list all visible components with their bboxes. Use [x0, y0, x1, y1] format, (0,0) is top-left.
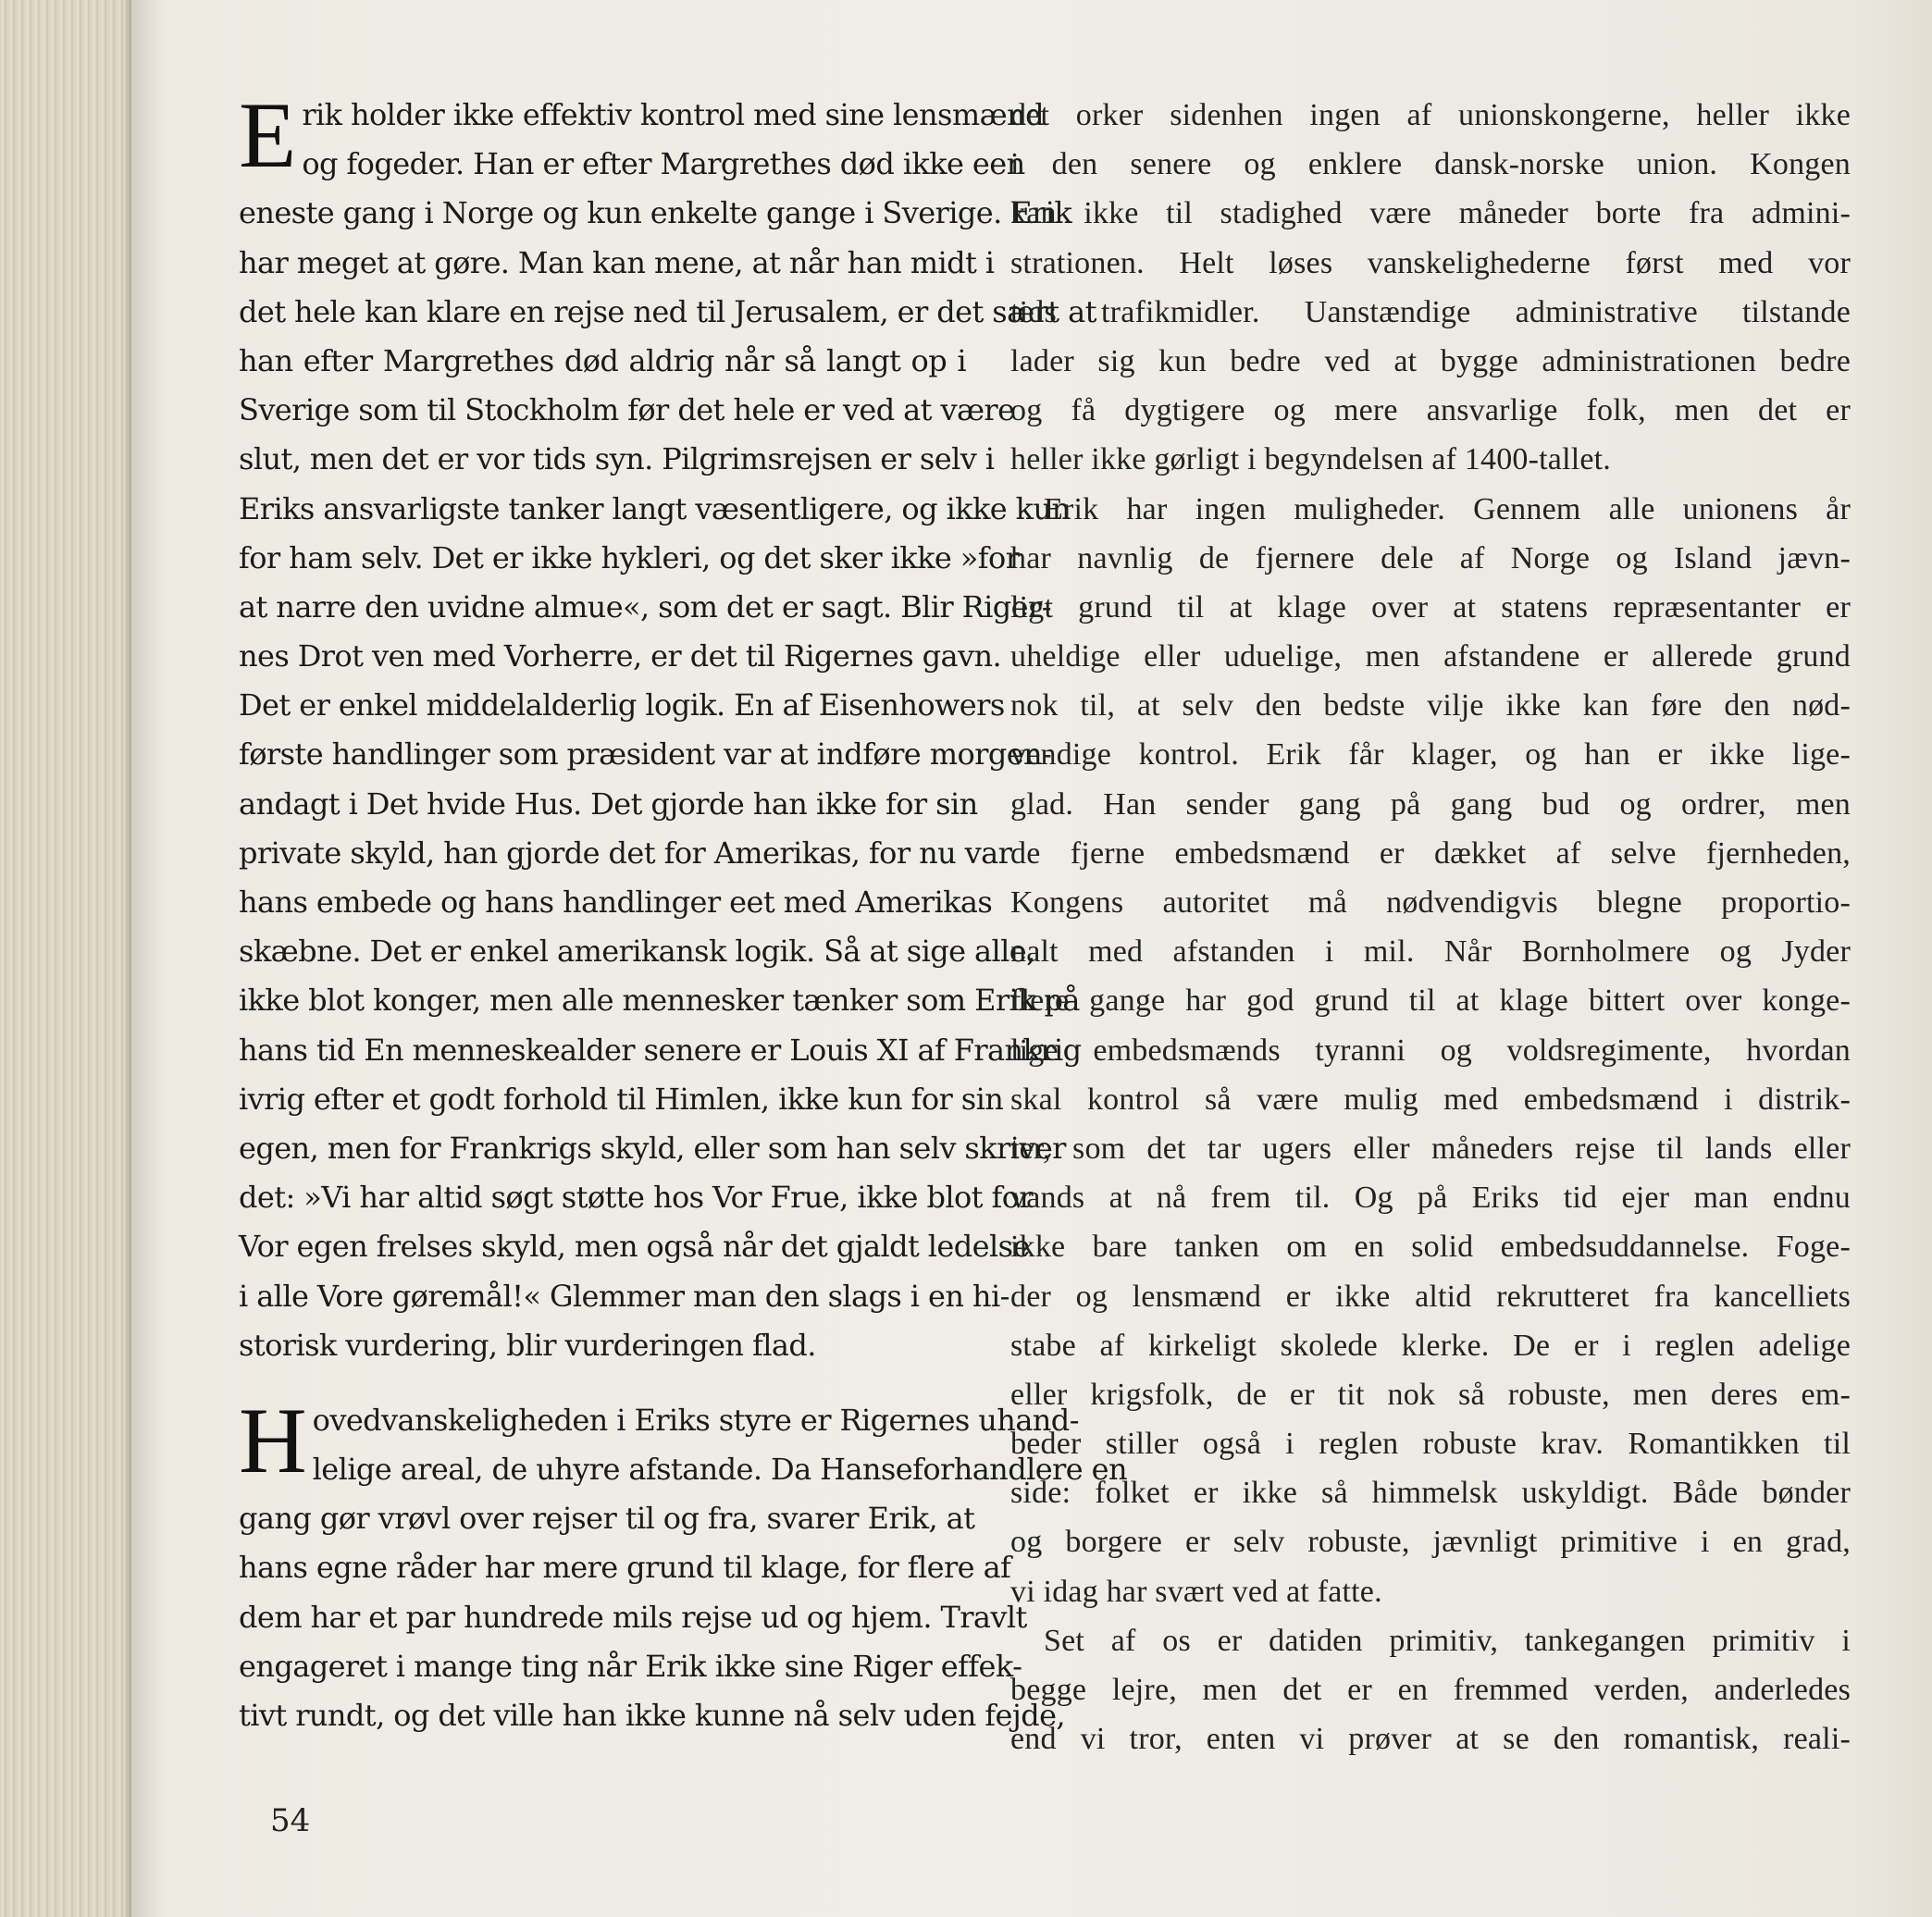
paragraph-set-af-os — [1010, 1616, 1851, 1764]
text-line: storisk vurdering, blir vurderingen flad. — [239, 1327, 816, 1363]
text-line: side: folket er ikke så himmelsk uskyldigt. Både bønder — [1010, 1476, 1851, 1511]
text-line: der og lensmænd er ikke altid rekrutteret fra kancelliets — [1010, 1279, 1851, 1314]
text-line: ikke blot konger, men alle mennesker tænker som Erik på — [239, 983, 1080, 1019]
paragraph-gap — [239, 1370, 966, 1396]
text-line: og få dygtigere og mere ansvarlige folk, men det er — [1010, 393, 1851, 428]
text-line: at narre den uvidne almue«, som det er sagt. Blir Riger- — [239, 588, 1051, 625]
text-line: tivt rundt, og det ville han ikke kunne nå selv uden fejde, — [239, 1698, 1066, 1733]
text-line: første handlinger som præsident var at indføre morgen- — [239, 736, 1052, 773]
paragraph-continuation — [1010, 91, 1851, 485]
text-line: lige embedsmænds tyranni og voldsregimente, hvordan — [1010, 1033, 1851, 1068]
text-line: ter, som det tar ugers eller måneders rejse til lands eller — [1010, 1131, 1851, 1166]
text-line: private skyld, han gjorde det for Amerikas, for nu var — [239, 835, 1012, 871]
paragraph-lines — [239, 83, 1096, 1370]
text-line: Sverige som til Stockholm før det hele er ved at være — [239, 392, 1015, 428]
text-line: Set af os er datiden primitiv, tankegangen primitiv i — [1044, 1623, 1851, 1658]
text-line: dem har et par hundrede mils rejse ud og hjem. Travlt — [239, 1599, 1027, 1635]
drop-cap: H — [239, 1388, 307, 1493]
text-line: tids trafikmidler. Uanstændige administrative tilstande — [1010, 294, 1851, 329]
right-column — [1010, 91, 1851, 1763]
text-line: eneste gang i Norge og kun enkelte gange i Sverige. Erik — [239, 195, 1072, 231]
text-line: rik holder ikke effektiv kontrol med sine lensmænd — [302, 97, 1044, 132]
text-line: skal kontrol så være mulig med embedsmænd i distrik- — [1010, 1082, 1851, 1117]
text-line: lader sig kun bedre ved at bygge administrationen bedre — [1010, 343, 1851, 378]
text-line: det: »Vi har altid søgt støtte hos Vor Frue, ikke blot for — [239, 1180, 1034, 1216]
paragraph-lines — [239, 1388, 1128, 1740]
text-line: engageret i mange ting når Erik ikke sine Riger effek- — [239, 1648, 1022, 1684]
text-line: eller krigsfolk, de er tit nok så robuste, men deres em- — [1010, 1377, 1851, 1412]
page-number: 54 — [270, 1802, 311, 1839]
text-line: Vor egen frelses skyld, men også når det gjaldt ledelse — [239, 1229, 1030, 1265]
paragraph-hovedvanskeligheden — [239, 1388, 1128, 1740]
text-line: end vi tror, enten vi prøver at se den romantisk, reali- — [1010, 1722, 1851, 1757]
text-line: det orker sidenhen ingen af unionskongerne, heller ikke — [1010, 98, 1851, 132]
text-line: det hele kan klare en rejse ned til Jerusalem, er det sært at — [239, 293, 1096, 329]
text-line: i alle Vore gøremål!« Glemmer man den slags i en hi- — [239, 1278, 1009, 1314]
text-line: vands at nå frem til. Og på Eriks tid ejer man endnu — [1010, 1181, 1851, 1216]
text-line: glad. Han sender gang på gang bud og ordrer, men — [1010, 786, 1851, 822]
text-line: egen, men for Frankrigs skyld, eller som han selv skriver — [239, 1130, 1066, 1166]
text-line: ligt grund til at klage over at statens repræsentanter er — [1010, 589, 1851, 625]
text-line: flere gange har god grund til at klage bittert over konge- — [1010, 983, 1851, 1019]
text-line: nalt med afstanden i mil. Når Bornholmere og Jyder — [1010, 934, 1851, 970]
text-line: de fjerne embedsmænd er dækket af selve fjernheden, — [1010, 835, 1851, 871]
text-line: ikke bare tanken om en solid embedsuddannelse. Foge- — [1010, 1230, 1851, 1265]
paragraph-erik-har-ingen — [1010, 485, 1851, 1616]
text-line: hans egne råder har mere grund til klage, for flere af — [239, 1550, 1011, 1586]
text-line: hans embede og hans handlinger eet med Amerikas — [239, 884, 993, 920]
text-line: og fogeder. Han er efter Margrethes død ikke een — [302, 146, 1025, 182]
text-line: begge lejre, men det er en fremmed verden, anderledes — [1010, 1673, 1851, 1707]
left-column — [239, 83, 1128, 1740]
gutter-shadow — [126, 0, 163, 1917]
text-line: og borgere er selv robuste, jævnligt primitive i en grad, — [1010, 1525, 1851, 1560]
text-line: ovedvanskeligheden i Eriks styre er Rigernes uhand- — [312, 1402, 1079, 1438]
text-line: Erik har ingen muligheder. Gennem alle unionens år — [1044, 491, 1851, 526]
text-line: beder stiller også i reglen robuste krav. Romantikken til — [1010, 1427, 1851, 1462]
text-line: nes Drot ven med Vorherre, er det til Rigernes gavn. — [239, 638, 1002, 674]
text-line: gang gør vrøvl over rejser til og fra, svarer Erik, at — [239, 1501, 975, 1537]
text-line: i den senere og enklere dansk-norske union. Kongen — [1010, 147, 1851, 182]
text-line: nok til, at selv den bedste vilje ikke kan føre den nød- — [1010, 688, 1851, 724]
text-line: vendige kontrol. Erik får klager, og han er ikke lige- — [1010, 737, 1851, 773]
text-line: Kongens autoritet må nødvendigvis blegne proportio- — [1010, 885, 1851, 920]
text-line: Eriks ansvarligste tanker langt væsentligere, og ikke kun — [239, 490, 1071, 526]
text-line: strationen. Helt løses vanskelighederne først med vor — [1010, 245, 1851, 280]
text-line: andagt i Det hvide Hus. Det gjorde han ikke for sin — [239, 785, 978, 822]
paragraph-erik-holder — [239, 83, 1096, 1370]
text-line: Det er enkel middelalderlig logik. En af Eisenhowers — [239, 687, 1005, 724]
text-line: ivrig efter et godt forhold til Himlen, ikke kun for sin — [239, 1081, 1004, 1117]
text-line: har navnlig de fjernere dele af Norge og Island jævn- — [1010, 540, 1851, 575]
text-line: uheldige eller uduelige, men afstandene er allerede grund — [1010, 639, 1851, 674]
drop-cap: E — [239, 83, 297, 188]
page-edges — [0, 0, 131, 1917]
text-line: vi idag har svært ved at fatte. — [1010, 1574, 1382, 1609]
text-line: skæbne. Det er enkel amerikansk logik. Så at sige alle, — [239, 934, 1035, 970]
text-line: lelige areal, de uhyre afstande. Da Hanseforhandlere en — [312, 1452, 1128, 1488]
text-line: har meget at gøre. Man kan mene, at når han midt i — [239, 244, 995, 280]
text-line: for ham selv. Det er ikke hykleri, og det sker ikke »for — [239, 539, 1020, 575]
text-line: heller ikke gørligt i begyndelsen af 1400-tallet. — [1010, 442, 1611, 477]
text-line: han efter Margrethes død aldrig når så langt op i — [239, 342, 966, 378]
text-line: slut, men det er vor tids syn. Pilgrimsrejsen er selv i — [239, 441, 995, 477]
text-line: kan ikke til stadighed være måneder borte fra admini- — [1010, 196, 1851, 231]
text-line: hans tid En menneskealder senere er Louis XI af Frankrig — [239, 1032, 1082, 1068]
text-line: stabe af kirkeligt skolede klerke. De er i reglen adelige — [1010, 1328, 1851, 1363]
